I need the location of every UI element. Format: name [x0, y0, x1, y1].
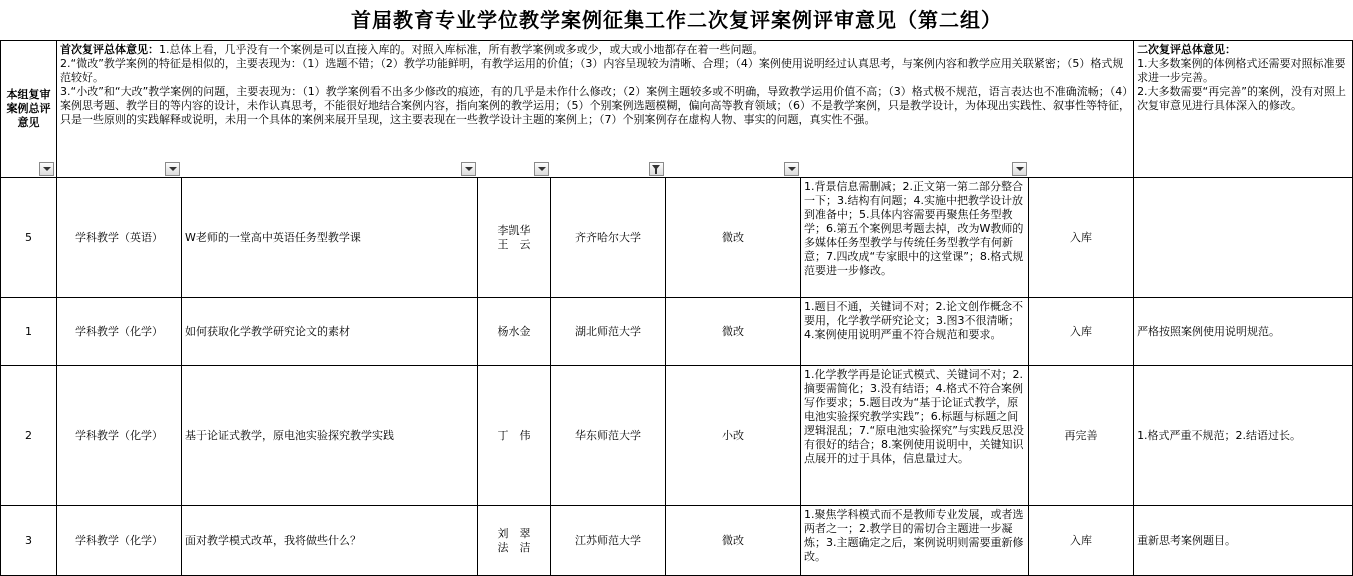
table-row[interactable]	[1, 298, 1353, 366]
case-number: 5	[1, 178, 57, 298]
case-number: 3	[1, 506, 57, 576]
review-result: 入库	[1029, 178, 1134, 298]
first-review-opinion	[57, 41, 1133, 127]
author-name: 刘 翠	[497, 526, 531, 540]
author-name: 李凯华	[497, 223, 531, 237]
second-review-line-1: 1.大多数案例的体例格式还需要对照标准要求进一步完善。	[1137, 57, 1346, 84]
school: 江苏师范大学	[551, 506, 666, 576]
first-review-heading: 首次复评总体意见：	[60, 43, 159, 56]
first-review-line-2: 2.“微改”教学案例的特征是相似的，主要表现为：（1）选题不错；（2）教学功能鲜明，有教学运用的价值；（3）内容呈现较为清晰、合理；（4）案例使用说明经过认真思考，与案例内容和教学应用关联紧密；（5）格式规范较好。	[60, 57, 1124, 84]
filter-button-col1[interactable]	[39, 162, 54, 176]
subject: 学科教学（化学）	[57, 366, 182, 506]
first-review-line-1: 1.总体上看，几乎没有一个案例是可以直接入库的。对照入库标准，所有教学案例或多或少，或大或小地都存在着一些问题。	[159, 43, 764, 56]
review-remarks: 1.背景信息需删减；2.正文第一第二部分整合一下；3.结构有问题；4.实施中把教学设计放到准备中；5.具体内容需要再聚焦任务型教学；6.第五个案例思考题去掉，改为W教师的多媒体任务型教学与传统任务型教学有何新意；7.四改成“专家眼中的这堂课”；8.格式规范要进一步修改。	[801, 178, 1029, 298]
review-result: 再完善	[1029, 366, 1134, 506]
second-review-comment: 1.格式严重不规范；2.结语过长。	[1134, 366, 1353, 506]
filter-button-col5-active[interactable]	[649, 162, 664, 176]
subject: 学科教学（化学）	[57, 506, 182, 576]
review-result: 入库	[1029, 298, 1134, 366]
table-row[interactable]	[1, 366, 1353, 506]
filter-button-col7[interactable]	[1012, 162, 1027, 176]
case-title: 如何获取化学教学研究论文的素材	[182, 298, 478, 366]
subject: 学科教学（化学）	[57, 298, 182, 366]
case-number: 1	[1, 298, 57, 366]
case-title: 基于论证式教学，原电池实验探究教学实践	[182, 366, 478, 506]
case-number: 2	[1, 366, 57, 506]
table-row[interactable]	[1, 178, 1353, 298]
authors	[478, 506, 551, 576]
author-name: 王 云	[497, 237, 531, 251]
review-table	[0, 40, 1353, 576]
second-review-opinion-cell	[1134, 41, 1353, 178]
second-review-heading: 二次复评总体意见：	[1137, 43, 1237, 56]
authors	[478, 298, 551, 366]
school: 华东师范大学	[551, 366, 666, 506]
author-name: 杨水金	[497, 324, 531, 338]
filter-button-col4[interactable]	[534, 162, 549, 176]
revision-level: 微改	[666, 506, 801, 576]
authors	[478, 178, 551, 298]
header-row	[1, 41, 1353, 178]
filter-button-col3[interactable]	[461, 162, 476, 176]
second-review-comment: 严格按照案例使用说明规范。	[1134, 298, 1353, 366]
review-result: 入库	[1029, 506, 1134, 576]
first-review-opinion-cell	[57, 41, 1134, 178]
author-name: 丁 伟	[497, 428, 531, 442]
filter-button-col6[interactable]	[784, 162, 799, 176]
filter-button-col2[interactable]	[165, 162, 180, 176]
review-remarks: 1.题目不通，关键词不对；2.论文创作概念不要用，化学教学研究论文；3.图3不很清晰；4.案例使用说明严重不符合规范和要求。	[801, 298, 1029, 366]
second-review-opinion	[1134, 41, 1352, 113]
subject: 学科教学（英语）	[57, 178, 182, 298]
school: 齐齐哈尔大学	[551, 178, 666, 298]
summary-label: 本组复审案例总评意见	[6, 88, 51, 129]
case-title: 面对教学模式改革，我将做些什么？	[182, 506, 478, 576]
revision-level: 小改	[666, 366, 801, 506]
table-row[interactable]	[1, 506, 1353, 576]
revision-level: 微改	[666, 298, 801, 366]
summary-label-cell	[1, 41, 57, 178]
case-title: W老师的一堂高中英语任务型教学课	[182, 178, 478, 298]
revision-level: 微改	[666, 178, 801, 298]
author-name: 法 洁	[497, 540, 531, 554]
school: 湖北师范大学	[551, 298, 666, 366]
second-review-comment	[1134, 178, 1353, 298]
sheet-title: 首届教育专业学位教学案例征集工作二次复评案例评审意见（第二组）	[351, 8, 1002, 32]
second-review-comment: 重新思考案例题目。	[1134, 506, 1353, 576]
review-remarks: 1.聚焦学科模式而不是教师专业发展，或者选两者之一；2.教学目的需切合主题进一步凝炼；3.主题确定之后，案例说明则需要重新修改。	[801, 506, 1029, 576]
review-remarks: 1.化学教学再是论证式模式、关键词不对；2.摘要需简化；3.没有结语；4.格式不符合案例写作要求；5.题目改为“基于论证式教学，原电池实验探究教学实践”；6.标题与标题之间逻辑混乱；7.“原电池实验探究”与实践反思没有很好的结合；8.案例使用说明中，关键知识点展开的过于具体，信息量过大。	[801, 366, 1029, 506]
authors	[478, 366, 551, 506]
second-review-line-2: 2.大多数需要“再完善”的案例，没有对照上次复审意见进行具体深入的修改。	[1137, 85, 1346, 112]
first-review-line-3: 3.“小改”和“大改”教学案例的问题，主要表现为：（1）教学案例看不出多少修改的痕迹，有的几乎是未作什么修改；（2）案例主题较多或不明确，导致教学运用价值不高；（3）格式极不规范，语言表达也不准确流畅；（4）案例思考题、教学目的等内容的设计，未作认真思考，不能很好地结合案例内容，指向案例的教学运用；（5）个别案例选题模糊，偏向高等教育领域；（6）不是教学案例，只是教学设计，为体现出实践性、叙事性等特征，只是一些原则的实践解释或说明，未用一个具体的案例来展开呈现，这主要表现在一些教学设计主题的案例上；（7）个别案例存在虚构人物、事实的问题，真实性不强。	[60, 85, 1130, 126]
